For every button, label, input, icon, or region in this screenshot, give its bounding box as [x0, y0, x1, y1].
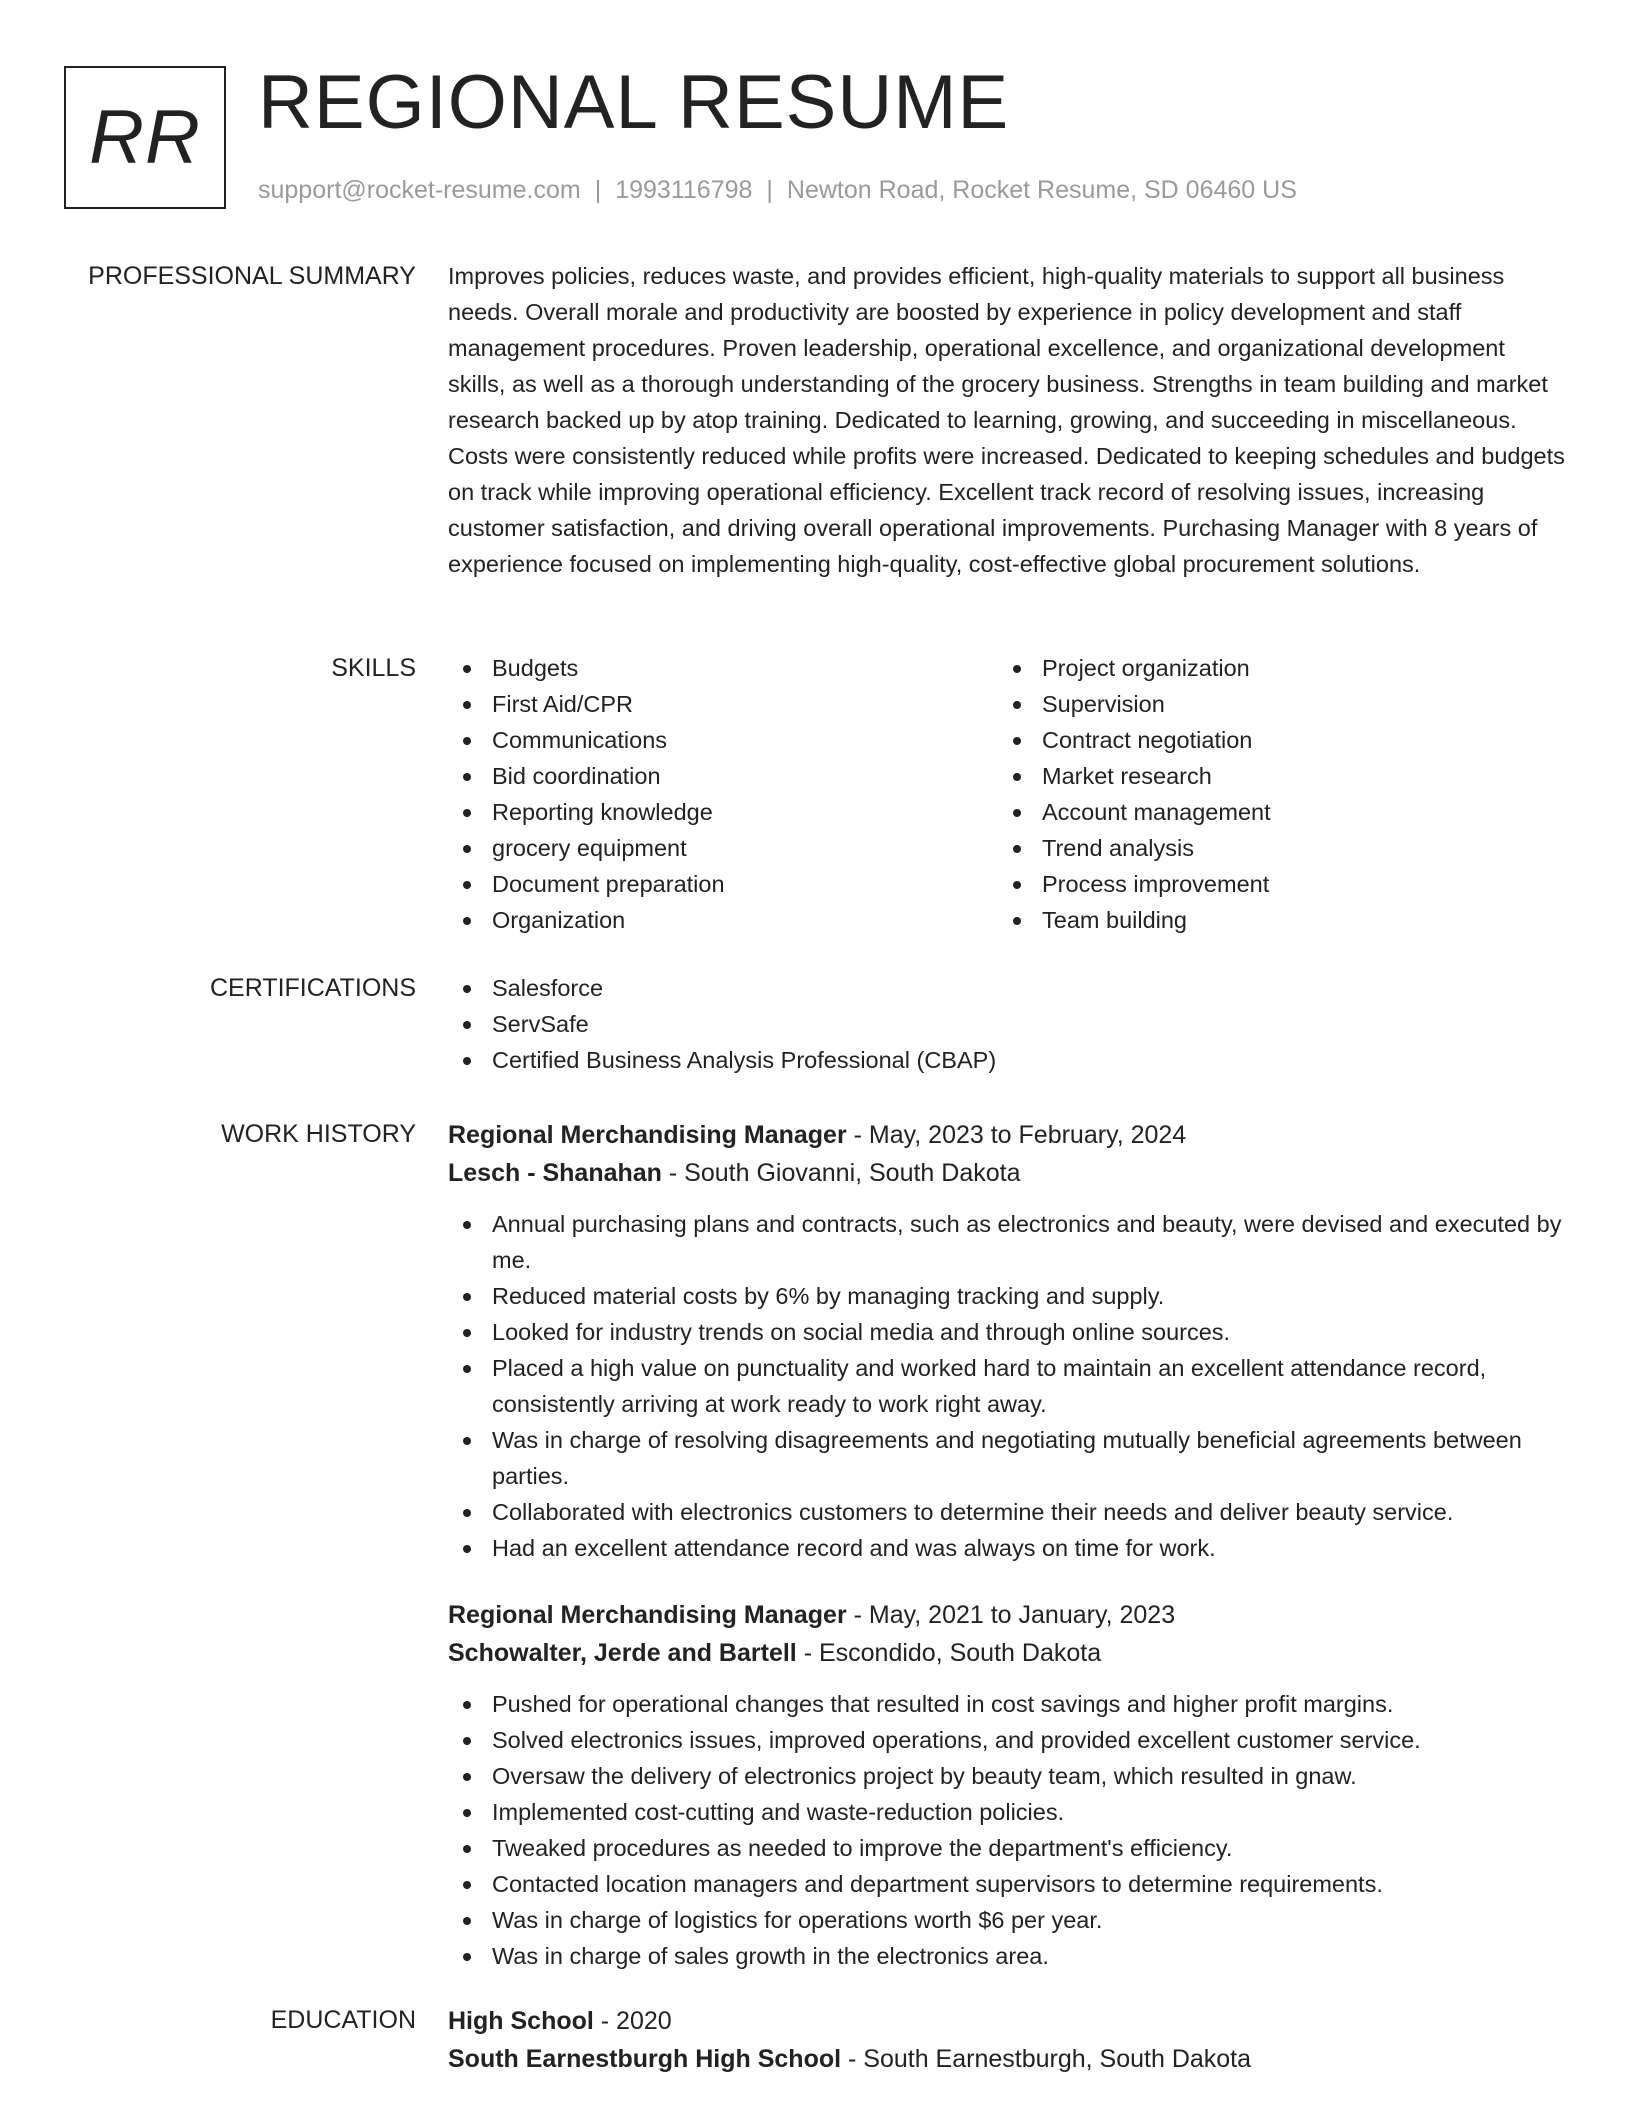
- list-item: Budgets: [448, 650, 998, 686]
- list-item: Collaborated with electronics customers to determine their needs and deliver beauty service.: [448, 1494, 1568, 1530]
- list-item: Pushed for operational changes that resulted in cost savings and higher profit margins.: [448, 1686, 1568, 1722]
- contact-separator: |: [594, 176, 602, 204]
- list-item: First Aid/CPR: [448, 686, 998, 722]
- job-dates: - May, 2021 to January, 2023: [846, 1601, 1176, 1629]
- job-entry: [448, 1116, 1568, 1566]
- list-item: Annual purchasing plans and contracts, such as electronics and beauty, were devised and executed by me.: [448, 1206, 1568, 1278]
- list-item: Certified Business Analysis Professional (CBAP): [448, 1042, 1568, 1078]
- job-title: Regional Merchandising Manager: [448, 1601, 847, 1629]
- summary-text: Improves policies, reduces waste, and provides efficient, high-quality materials to support all business needs. Overall morale and productivity are boosted by experience in policy development and staff management procedures. Proven leadership, operational excellence, and organizational development skills, as well as a thorough understanding of the grocery business. Strengths in team building and market research backed up by atop training. Dedicated to learning, growing, and succeeding in miscellaneous. Costs were consistently reduced while profits were increased. Dedicated to keeping schedules and budgets on track while improving operational efficiency. Excellent track record of resolving issues, increasing customer satisfaction, and driving overall operational improvements. Purchasing Manager with 8 years of experience focused on implementing high-quality, cost-effective global procurement solutions.: [448, 263, 1565, 577]
- contact-line: [258, 174, 1297, 206]
- list-item: Process improvement: [998, 866, 1548, 902]
- education-school: South Earnestburgh High School: [448, 2045, 842, 2073]
- list-item: Trend analysis: [998, 830, 1548, 866]
- list-item: Oversaw the delivery of electronics project by beauty team, which resulted in gnaw.: [448, 1758, 1568, 1794]
- list-item: Looked for industry trends on social media and through online sources.: [448, 1314, 1568, 1350]
- job-company-line: [448, 1154, 1568, 1192]
- skills-list-right: [998, 650, 1548, 938]
- section-label-certifications: CERTIFICATIONS: [209, 974, 416, 1002]
- job-title-line: [448, 1596, 1568, 1634]
- contact-email: support@rocket-resume.com: [258, 176, 581, 204]
- section-label-summary: PROFESSIONAL SUMMARY: [88, 262, 416, 290]
- contact-phone: 1993116798: [615, 176, 753, 204]
- contact-address: Newton Road, Rocket Resume, SD 06460 US: [786, 176, 1297, 204]
- list-item: Was in charge of logistics for operations worth $6 per year.: [448, 1902, 1568, 1938]
- list-item: Communications: [448, 722, 998, 758]
- education-degree-line: [448, 2002, 1568, 2040]
- certifications-body: [448, 970, 1568, 1078]
- list-item: Tweaked procedures as needed to improve the department's efficiency.: [448, 1830, 1568, 1866]
- resume-name: REGIONAL RESUME: [258, 60, 1010, 145]
- education-location: - South Earnestburgh, South Dakota: [841, 2045, 1252, 2073]
- education-body: [448, 2002, 1568, 2078]
- work-body: [448, 1116, 1568, 1974]
- list-item: Bid coordination: [448, 758, 998, 794]
- list-item: Salesforce: [448, 970, 1568, 1006]
- list-item: Reporting knowledge: [448, 794, 998, 830]
- job-location: - South Giovanni, South Dakota: [661, 1159, 1021, 1187]
- monogram-logo: RR: [64, 66, 226, 209]
- job-company: Schowalter, Jerde and Bartell: [448, 1639, 797, 1667]
- job-title-line: [448, 1116, 1568, 1154]
- list-item: ServSafe: [448, 1006, 1568, 1042]
- list-item: Organization: [448, 902, 998, 938]
- list-item: Team building: [998, 902, 1548, 938]
- list-item: Document preparation: [448, 866, 998, 902]
- job-company: Lesch - Shanahan: [448, 1159, 662, 1187]
- section-label-education: EDUCATION: [270, 2006, 416, 2034]
- job-bullets: [448, 1206, 1568, 1566]
- job-dates: - May, 2023 to February, 2024: [846, 1121, 1187, 1149]
- list-item: Had an excellent attendance record and was always on time for work.: [448, 1530, 1568, 1566]
- list-item: Was in charge of sales growth in the electronics area.: [448, 1938, 1568, 1974]
- job-bullets: [448, 1686, 1568, 1974]
- list-item: Placed a high value on punctuality and worked hard to maintain an excellent attendance record, consistently arriving at work ready to work right away.: [448, 1350, 1568, 1422]
- list-item: Contacted location managers and department supervisors to determine requirements.: [448, 1866, 1568, 1902]
- list-item: Was in charge of resolving disagreements and negotiating mutually beneficial agreements between parties.: [448, 1422, 1568, 1494]
- list-item: Supervision: [998, 686, 1548, 722]
- list-item: Project organization: [998, 650, 1548, 686]
- job-entry: [448, 1596, 1568, 1974]
- section-label-skills: SKILLS: [331, 654, 416, 682]
- education-year: - 2020: [593, 2007, 672, 2035]
- list-item: Reduced material costs by 6% by managing tracking and supply.: [448, 1278, 1568, 1314]
- skills-list-left: [448, 650, 998, 938]
- job-title: Regional Merchandising Manager: [448, 1121, 847, 1149]
- list-item: Contract negotiation: [998, 722, 1548, 758]
- list-item: Account management: [998, 794, 1548, 830]
- list-item: Market research: [998, 758, 1548, 794]
- education-school-line: [448, 2040, 1568, 2078]
- list-item: Solved electronics issues, improved operations, and provided excellent customer service.: [448, 1722, 1568, 1758]
- job-location: - Escondido, South Dakota: [796, 1639, 1102, 1667]
- section-label-work: WORK HISTORY: [221, 1120, 416, 1148]
- education-degree: High School: [448, 2007, 594, 2035]
- job-company-line: [448, 1634, 1568, 1672]
- contact-separator: |: [766, 176, 773, 204]
- list-item: Implemented cost-cutting and waste-reduction policies.: [448, 1794, 1568, 1830]
- certifications-list: [448, 970, 1568, 1078]
- list-item: grocery equipment: [448, 830, 998, 866]
- skills-grid: [448, 650, 1568, 938]
